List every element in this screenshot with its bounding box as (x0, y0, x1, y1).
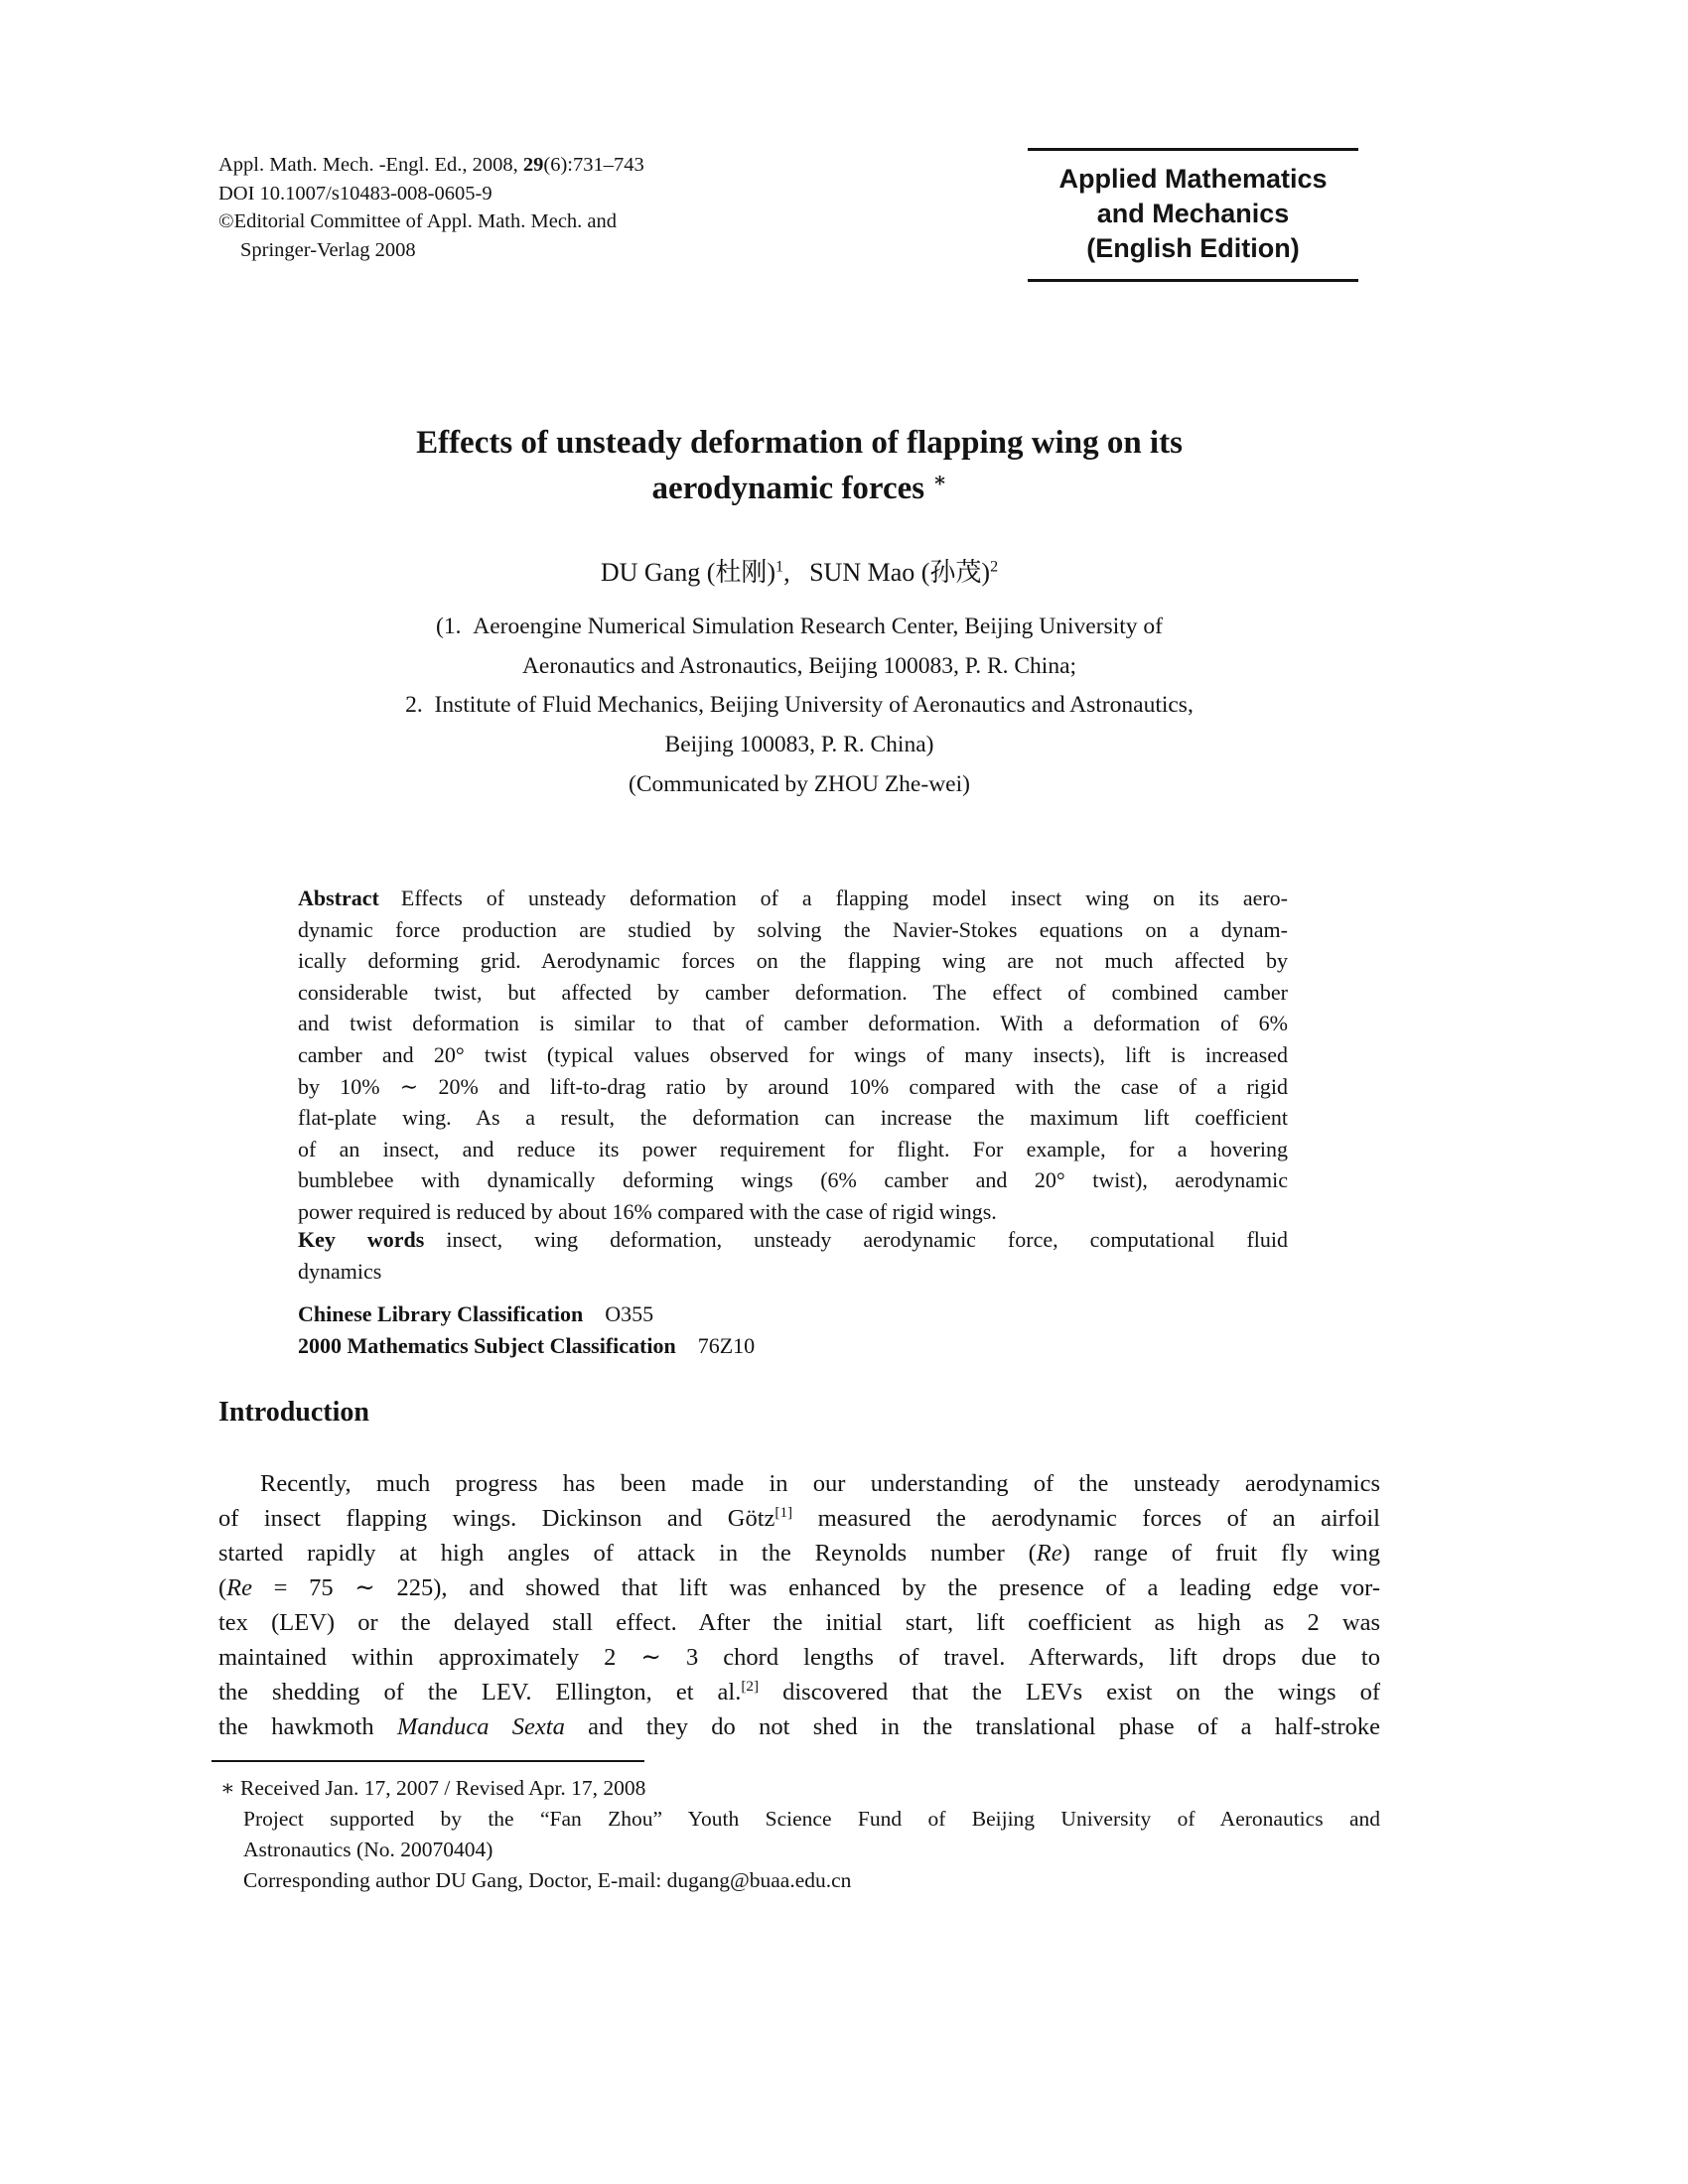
journal-name-line: and Mechanics (1096, 199, 1290, 228)
copyright-line: ©Editorial Committee of Appl. Math. Mech. and (218, 210, 618, 232)
abstract-line: ically deforming grid. Aerodynamic forces on the flapping wing are not much affected by (298, 948, 1288, 974)
body-line: Recently, much progress has been made in our understanding of the unsteady aerodynamics (260, 1470, 1380, 1497)
authors-line: DU Gang (杜刚)$^1$, SUN Mao (孙茂)$^2$ (600, 558, 999, 587)
mathematics-subject-classification-line: 2000 Mathematics Subject Classification 76Z10 (298, 1333, 756, 1358)
journal-name-box (1028, 148, 1358, 282)
abstract-line: flat-plate wing. As a result, the deformation can increase the maximum lift coefficient (298, 1105, 1288, 1131)
citation-line: Appl. Math. Mech. -Engl. Ed., 2008, 29(6):731–743 (218, 154, 644, 176)
footnote-email-line: Corresponding author DU Gang, Doctor, E-mail: dugang@buaa.edu.cn (243, 1868, 852, 1892)
body-line: started rapidly at high angles of attack in the Reynolds number (Re) range of fruit fly wing (218, 1540, 1381, 1567)
abstract-line: dynamic force production are studied by solving the Navier-Stokes equations on a dynam- (298, 916, 1288, 942)
footnote-project-line: Project supported by the “Fan Zhou” Youth Science Fund of Beijing University of Aeronautics and (243, 1807, 1380, 1831)
abstract-block (298, 883, 1288, 1228)
keywords-block (298, 1224, 1288, 1287)
affiliation-line: Beijing 100083, P. R. China) (664, 731, 934, 757)
abstract-line: power required is reduced by about 16% compared with the case of rigid wings. (298, 1198, 997, 1224)
body-line: of insect flapping wings. Dickinson and Götz[1] measured the aerodynamic forces of an airfoil (218, 1503, 1380, 1532)
body-line: maintained within approximately 2 ∼ 3 chord lengths of travel. Afterwards, lift drops due to (218, 1644, 1380, 1671)
journal-name-line: Applied Mathematics (1058, 164, 1328, 194)
abstract-line: bumblebee with dynamically deforming wings (6% camber and 20° twist), aerodynamic (298, 1167, 1288, 1193)
abstract-line: camber and 20° twist (typical values observed for wings of many insects), lift is increased (298, 1041, 1288, 1067)
communicated-line: (Communicated by ZHOU Zhe-wei) (629, 771, 970, 797)
paper-title (218, 420, 1380, 511)
citation-block (218, 151, 973, 264)
body-line: (Re = 75 ∼ 225), and showed that lift was enhanced by the presence of a leading edge vor- (218, 1574, 1380, 1601)
affiliation-line: (1. Aeroengine Numerical Simulation Research Center, Beijing University of (436, 614, 1163, 639)
journal-edition-line: (English Edition) (1086, 233, 1300, 263)
abstract-line: Abstract Effects of unsteady deformation of a flapping model insect wing on its aero- (298, 886, 1288, 910)
footnote-project-line: Astronautics (No. 20070404) (243, 1838, 493, 1861)
paper-title-line: Effects of unsteady deformation of flapping wing on its (416, 425, 1183, 461)
abstract-line: and twist deformation is similar to that of camber deformation. With a deformation of 6% (298, 1011, 1288, 1036)
abstract-line: considerable twist, but affected by camber deformation. The effect of combined camber (298, 979, 1288, 1005)
abstract-line: of an insect, and reduce its power requirement for flight. For example, for a hovering (298, 1136, 1288, 1161)
affiliation-line: Aeronautics and Astronautics, Beijing 100083, P. R. China; (521, 652, 1077, 679)
affiliations-block (218, 608, 1380, 764)
footnote-received-line: ∗ Received Jan. 17, 2007 / Revised Apr. 17, 2008 (220, 1776, 646, 1800)
keywords-line: Key words insect, wing deformation, unsteady aerodynamic force, computational fluid (298, 1227, 1289, 1252)
chinese-library-classification-line: Chinese Library Classification O355 (298, 1301, 654, 1326)
abstract-line: by 10% ∼ 20% and lift-to-drag ratio by around 10% compared with the case of a rigid (298, 1073, 1288, 1099)
doi-line: DOI 10.1007/s10483-008-0605-9 (218, 182, 492, 205)
section-heading: Introduction (218, 1397, 369, 1428)
footnote-rule (211, 1760, 644, 1762)
classifications-block (298, 1298, 1288, 1362)
body-line: the hawkmoth Manduca Sexta and they do not shed in the translational phase of a half-stroke (218, 1713, 1380, 1740)
keywords-line: dynamics (298, 1258, 382, 1284)
publisher-line: Springer-Verlag 2008 (240, 238, 416, 261)
paper-title-line: aerodynamic forces ∗ (651, 470, 947, 506)
body-line: tex (LEV) or the delayed stall effect. After the initial start, lift coefficient as high as 2 was (218, 1609, 1380, 1636)
body-line: the shedding of the LEV. Ellington, et al.[2] discovered that the LEVs exist on the wings of (218, 1677, 1380, 1706)
footnote-block (220, 1773, 1380, 1896)
affiliation-line: 2. Institute of Fluid Mechanics, Beijing University of Aeronautics and Astronautics, (405, 692, 1194, 718)
body-paragraph (218, 1466, 1380, 1744)
